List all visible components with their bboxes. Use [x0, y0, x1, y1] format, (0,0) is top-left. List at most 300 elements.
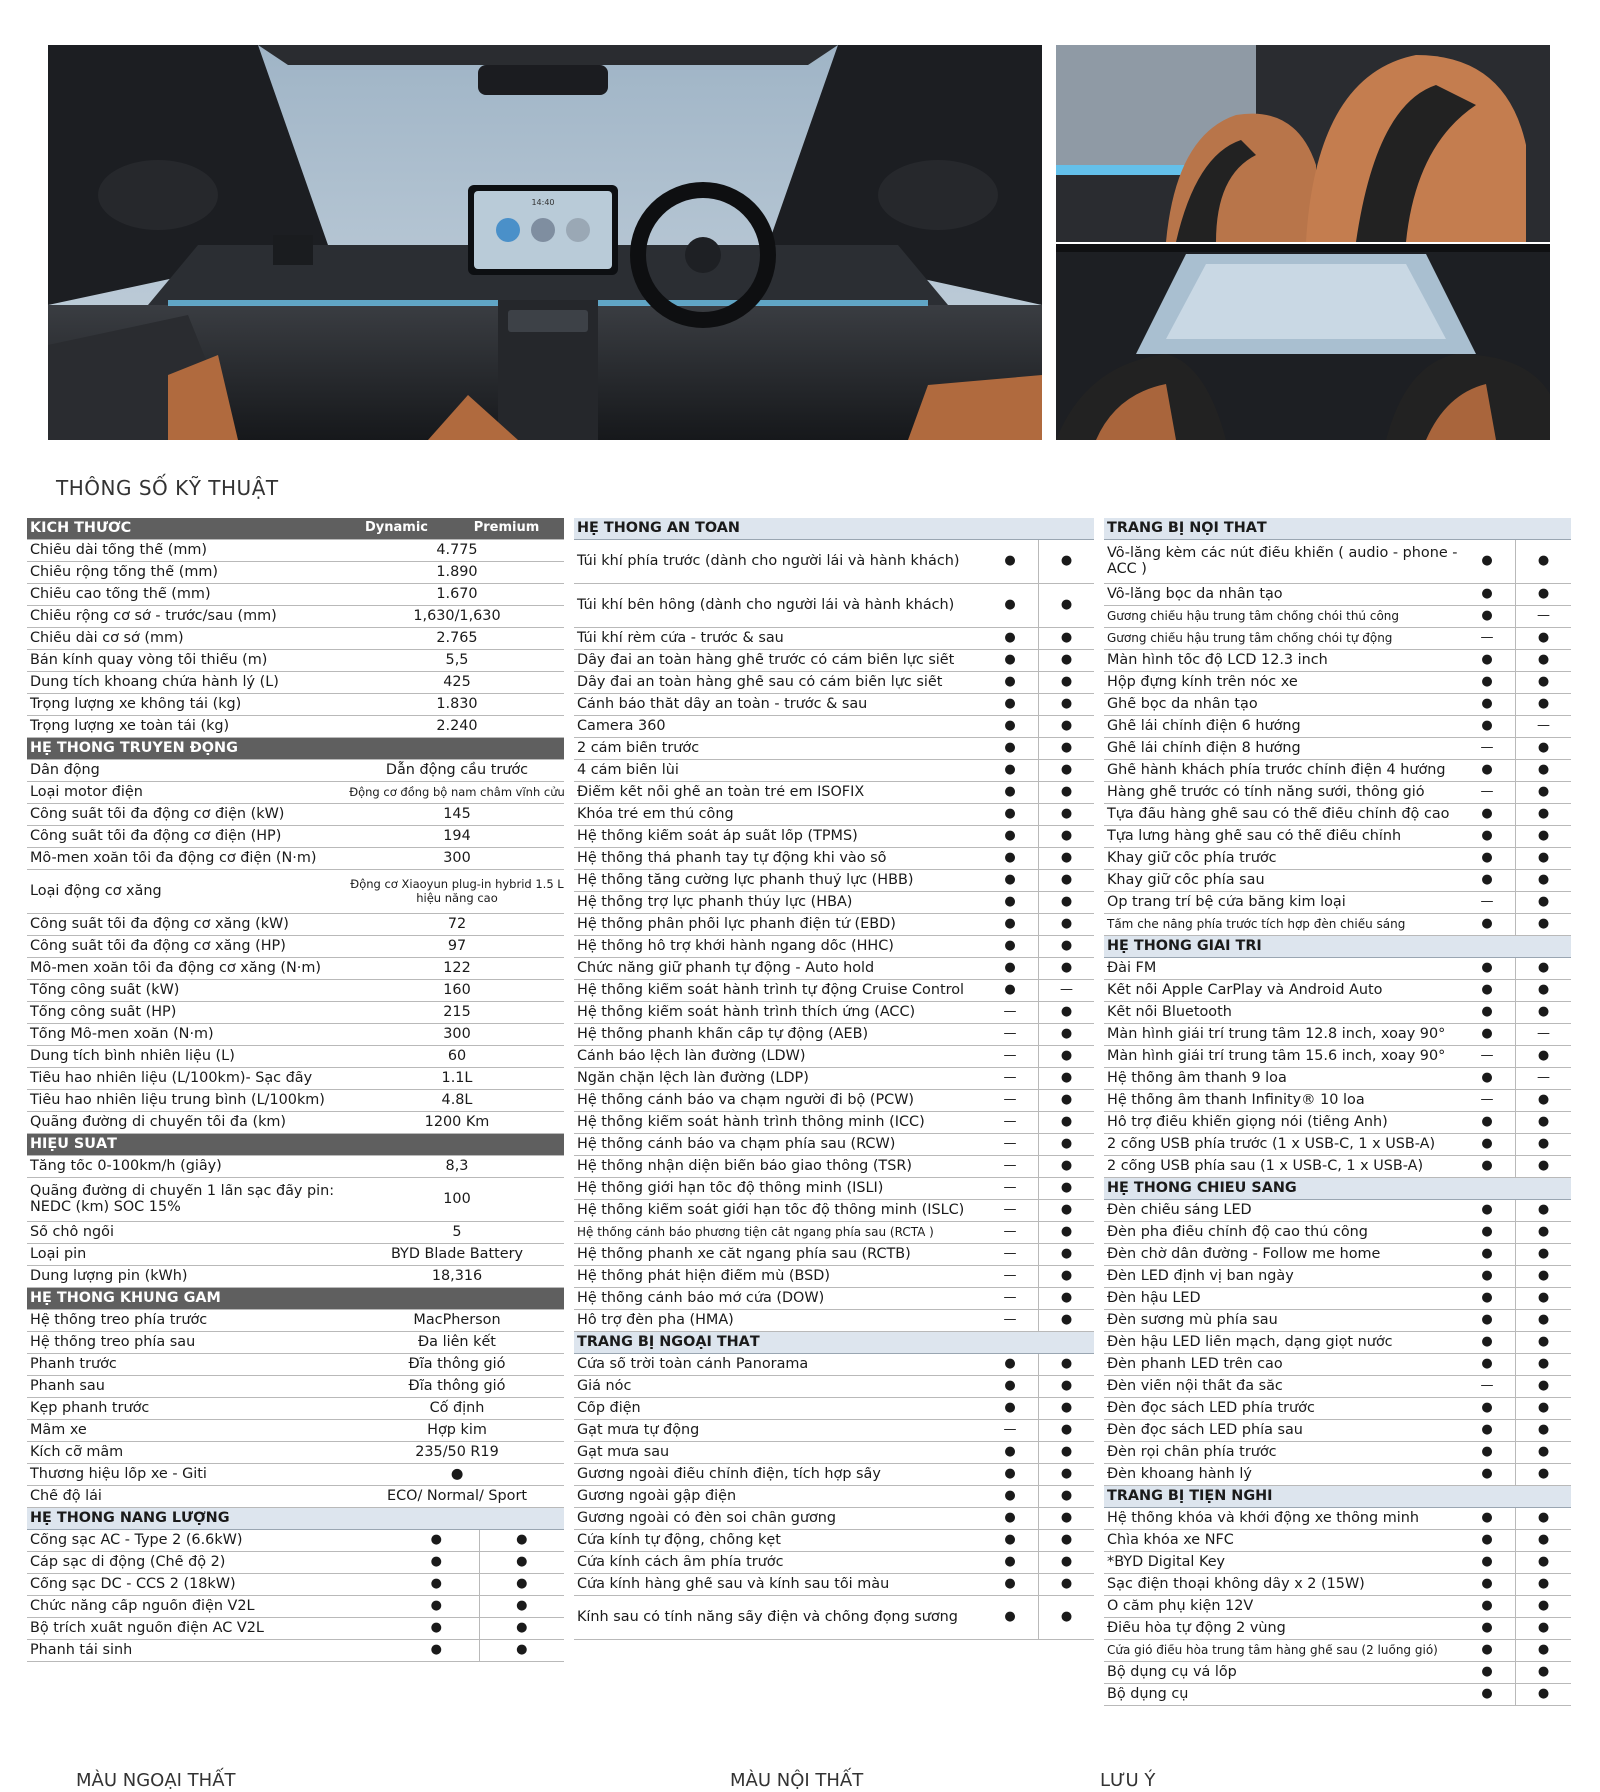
premium-mark: ●	[1038, 1090, 1094, 1111]
dynamic-mark: ●	[430, 1532, 442, 1548]
spec-row	[574, 1486, 1094, 1508]
spec-label: Đài FM	[1107, 960, 1157, 976]
spec-label: Bán kính quay vòng tối thiểu (m)	[30, 652, 268, 668]
spec-value: ●	[450, 1465, 464, 1482]
section-header-label: HỆ THỐNG NĂNG LƯỢNG	[30, 1510, 230, 1526]
section-header-label: HỆ THỐNG CHIẾU SÁNG	[1107, 1180, 1297, 1196]
spec-label: Gạt mưa sau	[577, 1444, 670, 1460]
spec-label: Dung tích bình nhiên liệu (L)	[30, 1048, 235, 1064]
dynamic-mark: ●	[1481, 1466, 1493, 1482]
spec-value: 122	[443, 959, 471, 976]
premium-mark: ●	[1515, 1310, 1571, 1331]
dynamic-mark: ●	[1004, 872, 1016, 888]
premium-mark: ●	[1515, 1002, 1571, 1023]
spec-value: 194	[443, 827, 471, 844]
spec-label: Đèn khoang hành lý	[1107, 1466, 1252, 1482]
spec-label: Bộ trích xuất nguồn điện AC V2L	[30, 1620, 264, 1636]
spec-row	[1104, 892, 1571, 914]
premium-mark: ●	[1515, 1530, 1571, 1551]
spec-label: Chiều dài tổng thể (mm)	[30, 542, 207, 558]
spec-value: 2.240	[436, 717, 478, 734]
spec-row	[1104, 848, 1571, 870]
dynamic-mark: ●	[1481, 1136, 1493, 1152]
premium-mark: ●	[1038, 1178, 1094, 1199]
dynamic-mark: ●	[1004, 1378, 1016, 1394]
premium-mark: ●	[479, 1596, 565, 1617]
spec-value: Dẫn động cầu trước	[385, 761, 529, 778]
spec-label: Hệ thống trợ lực phanh thủy lực (HBA)	[577, 894, 853, 910]
section-header	[1104, 1178, 1571, 1200]
spec-label: Hệ thống phanh khẩn cấp tự động (AEB)	[577, 1026, 869, 1042]
spec-row	[574, 1552, 1094, 1574]
specs-section-title: THÔNG SỐ KỸ THUẬT	[56, 476, 279, 500]
spec-row	[1104, 1310, 1571, 1332]
premium-mark: ●	[479, 1552, 565, 1573]
spec-label: Chức năng giữ phanh tự động - Auto hold	[577, 960, 875, 976]
premium-mark: ●	[1515, 1376, 1571, 1397]
premium-mark: ●	[1038, 1156, 1094, 1177]
premium-mark: ●	[1515, 1684, 1571, 1705]
spec-row	[27, 804, 564, 826]
dynamic-mark: ●	[1481, 1664, 1493, 1680]
spec-row	[1104, 1244, 1571, 1266]
spec-label: Khay giữ cốc phía trước	[1107, 850, 1277, 866]
spec-value: 1.890	[436, 563, 478, 580]
spec-row	[27, 1618, 564, 1640]
premium-mark: ●	[1038, 1244, 1094, 1265]
spec-row	[574, 1134, 1094, 1156]
premium-mark: ●	[1515, 1552, 1571, 1573]
spec-row	[574, 1222, 1094, 1244]
spec-label: Chức năng cấp nguồn điện V2L	[30, 1598, 255, 1614]
dynamic-mark: ●	[1481, 982, 1493, 998]
spec-row	[1104, 1090, 1571, 1112]
spec-row	[27, 672, 564, 694]
spec-value: 4.8L	[441, 1091, 473, 1108]
spec-row	[1104, 870, 1571, 892]
dynamic-mark: ●	[1004, 630, 1016, 646]
premium-mark: ●	[1038, 892, 1094, 913]
premium-mark: ●	[1515, 1332, 1571, 1353]
premium-mark: ●	[479, 1574, 565, 1595]
spec-value: 215	[443, 1003, 471, 1020]
dynamic-mark: —	[1003, 1224, 1017, 1240]
spec-row	[574, 1178, 1094, 1200]
spec-value: 1,630/1,630	[413, 607, 501, 624]
spec-label: Hệ thống hỗ trợ khởi hành ngang dốc (HHC)	[577, 938, 894, 954]
dynamic-mark: —	[1003, 1070, 1017, 1086]
premium-mark: ●	[1038, 760, 1094, 781]
premium-mark: ●	[1038, 1354, 1094, 1375]
spec-label: Ghế bọc da nhân tạo	[1107, 696, 1258, 712]
spec-label: Hệ thống âm thanh 9 loa	[1107, 1070, 1287, 1086]
premium-mark: ●	[1038, 1134, 1094, 1155]
spec-row	[1104, 1200, 1571, 1222]
spec-row	[574, 870, 1094, 892]
spec-label: Quãng đường di chuyển 1 lần sạc đầy pin: NEDC (km) SOC 15%	[30, 1183, 335, 1215]
spec-row	[1104, 1332, 1571, 1354]
dynamic-mark: ●	[430, 1642, 442, 1658]
section-header	[27, 1134, 564, 1156]
spec-label: Tiêu hao nhiên liệu trung bình (L/100km)	[30, 1092, 325, 1108]
section-header-label: HỆ THỐNG AN TOÀN	[577, 520, 740, 536]
premium-mark: ●	[1515, 1134, 1571, 1155]
premium-mark: ●	[1038, 716, 1094, 737]
spec-row	[574, 1574, 1094, 1596]
spec-row	[1104, 1530, 1571, 1552]
premium-mark: ●	[1515, 1618, 1571, 1639]
dynamic-mark: ●	[430, 1598, 442, 1614]
spec-label: Chìa khóa xe NFC	[1107, 1532, 1234, 1548]
spec-label: Túi khí phía trước (dành cho người lái và hành khách)	[577, 553, 960, 569]
dynamic-mark: —	[1003, 1268, 1017, 1284]
spec-row	[27, 1332, 564, 1354]
premium-mark: —	[1038, 980, 1094, 1001]
dynamic-mark: —	[1480, 894, 1494, 910]
spec-row	[1104, 738, 1571, 760]
spec-label: Cửa kính cách âm phía trước	[577, 1554, 784, 1570]
spec-row	[574, 1002, 1094, 1024]
header-spacer	[1459, 1178, 1515, 1199]
spec-value: Hợp kim	[427, 1421, 487, 1438]
spec-row	[574, 694, 1094, 716]
dynamic-mark: ●	[1004, 894, 1016, 910]
spec-label: Đèn chờ dẫn đường - Follow me home	[1107, 1246, 1381, 1262]
spec-label: Công suất tối đa động cơ điện (kW)	[30, 806, 285, 822]
spec-value: 1200 Km	[424, 1113, 490, 1130]
spec-row	[27, 1310, 564, 1332]
premium-mark: ●	[1515, 1596, 1571, 1617]
dynamic-mark: ●	[430, 1620, 442, 1636]
spec-value: Đĩa thông gió	[408, 1355, 506, 1372]
dynamic-mark: ●	[1481, 1554, 1493, 1570]
spec-row	[27, 1068, 564, 1090]
spec-label: Cổng sạc DC - CCS 2 (18kW)	[30, 1576, 236, 1592]
dynamic-mark: —	[1003, 1312, 1017, 1328]
premium-mark: ●	[1515, 1464, 1571, 1485]
spec-row	[1104, 1354, 1571, 1376]
spec-label: Đèn LED định vị ban ngày	[1107, 1268, 1294, 1284]
spec-row	[574, 1090, 1094, 1112]
spec-label: Gương ngoài gập điện	[577, 1488, 737, 1504]
spec-label: 4 cảm biến lùi	[577, 762, 679, 778]
spec-label: Đèn chiếu sáng LED	[1107, 1202, 1252, 1218]
spec-row	[27, 1002, 564, 1024]
spec-label: Hệ thống cảnh báo va chạm người đi bộ (PCW)	[577, 1092, 915, 1108]
dynamic-mark: ●	[1004, 960, 1016, 976]
spec-label: Hỗ trợ điều khiển giọng nói (tiếng Anh)	[1107, 1114, 1388, 1130]
premium-mark: ●	[1515, 584, 1571, 605]
premium-mark: ●	[1515, 782, 1571, 803]
spec-label: Gương ngoài có đèn soi chân gương	[577, 1510, 837, 1526]
dynamic-mark: ●	[1004, 597, 1016, 613]
dynamic-mark: ●	[1481, 828, 1493, 844]
spec-row	[27, 606, 564, 628]
spec-label: Gương chiếu hậu trung tâm chống chói thủ công	[1107, 609, 1400, 623]
spec-row	[574, 1464, 1094, 1486]
dynamic-mark: ●	[1481, 1686, 1493, 1702]
spec-row	[1104, 1574, 1571, 1596]
spec-row	[574, 1508, 1094, 1530]
spec-row	[1104, 1222, 1571, 1244]
premium-mark: ●	[1038, 672, 1094, 693]
dynamic-mark: ●	[1004, 1609, 1016, 1625]
spec-label: Số chỗ ngồi	[30, 1224, 114, 1240]
header-spacer	[982, 1332, 1038, 1353]
spec-label: Đèn rọi chân phía trước	[1107, 1444, 1277, 1460]
spec-row	[1104, 606, 1571, 628]
dynamic-mark: ●	[1004, 1466, 1016, 1482]
premium-mark: ●	[1038, 1486, 1094, 1507]
spec-row	[27, 1486, 564, 1508]
dynamic-mark: ●	[1004, 718, 1016, 734]
spec-label: Bộ dụng cụ	[1107, 1686, 1189, 1702]
spec-row	[574, 1112, 1094, 1134]
spec-row	[1104, 958, 1571, 980]
premium-mark: ●	[1515, 1508, 1571, 1529]
premium-mark: ●	[1038, 1398, 1094, 1419]
notes-title: LƯU Ý	[1100, 1770, 1156, 1791]
spec-label: *BYD Digital Key	[1107, 1554, 1226, 1570]
dynamic-mark: —	[1003, 1114, 1017, 1130]
spec-row	[574, 1596, 1094, 1640]
spec-label: Tựa lưng hàng ghế sau có thể điều chỉnh	[1107, 828, 1402, 844]
dynamic-mark: —	[1003, 1290, 1017, 1306]
spec-row	[574, 892, 1094, 914]
spec-value: 97	[447, 937, 467, 954]
premium-mark: ●	[1038, 1530, 1094, 1551]
spec-row	[27, 562, 564, 584]
dynamic-mark: ●	[1004, 982, 1016, 998]
spec-label: Hệ thống nhận diện biển báo giao thông (TSR)	[577, 1158, 912, 1174]
section-header	[27, 1288, 564, 1310]
spec-row	[574, 1200, 1094, 1222]
dynamic-mark: —	[1003, 1136, 1017, 1152]
dynamic-mark: —	[1003, 1158, 1017, 1174]
spec-row	[27, 694, 564, 716]
dynamic-mark: ●	[1481, 1158, 1493, 1174]
spec-row	[1104, 1376, 1571, 1398]
dynamic-mark: ●	[1481, 872, 1493, 888]
spec-row	[1104, 1112, 1571, 1134]
spec-value: 72	[447, 915, 467, 932]
spec-row	[27, 1090, 564, 1112]
spec-row	[27, 1244, 564, 1266]
specs-column-1	[27, 518, 564, 1662]
spec-value: 5,5	[445, 651, 469, 668]
spec-label: Camera 360	[577, 718, 666, 734]
spec-value: Động cơ Xiaoyun plug-in hybrid 1.5 L hiệu năng cao	[350, 876, 564, 905]
spec-row	[1104, 1596, 1571, 1618]
spec-label: Hệ thống khóa và khởi động xe thông minh	[1107, 1510, 1419, 1526]
spec-row	[27, 826, 564, 848]
spec-row	[1104, 694, 1571, 716]
spec-label: Điều hòa tự động 2 vùng	[1107, 1620, 1286, 1636]
dynamic-mark: ●	[1481, 553, 1493, 569]
premium-mark: ●	[1038, 848, 1094, 869]
spec-label: Hệ thống kiểm soát áp suất lốp (TPMS)	[577, 828, 858, 844]
spec-label: Mâm xe	[30, 1422, 87, 1438]
section-header	[574, 518, 1094, 540]
dynamic-mark: ●	[1004, 740, 1016, 756]
spec-row	[1104, 980, 1571, 1002]
spec-label: Hệ thống phân phối lực phanh điện tử (EBD)	[577, 916, 896, 932]
dynamic-mark: ●	[1481, 1356, 1493, 1372]
dynamic-mark: ●	[1004, 652, 1016, 668]
spec-label: Chiều rộng cơ sở - trước/sau (mm)	[30, 608, 277, 624]
spec-row	[27, 1354, 564, 1376]
spec-row	[574, 1068, 1094, 1090]
section-header-label: TRANG BỊ TIỆN NGHI	[1107, 1488, 1273, 1504]
spec-label: Khóa trẻ em thủ công	[577, 806, 734, 822]
dynamic-mark: ●	[1481, 1202, 1493, 1218]
spec-row	[574, 628, 1094, 650]
spec-row	[1104, 628, 1571, 650]
spec-label: Hệ thống kiểm soát hành trình tự động Cruise Control	[577, 982, 965, 998]
dynamic-mark: —	[1480, 1048, 1494, 1064]
dynamic-mark: ●	[1481, 1224, 1493, 1240]
spec-label: Màn hình giải trí trung tâm 12.8 inch, xoay 90°	[1107, 1026, 1446, 1042]
spec-label: Hệ thống tăng cường lực phanh thuỷ lực (HBB)	[577, 872, 914, 888]
premium-mark: ●	[1515, 650, 1571, 671]
spec-row	[27, 958, 564, 980]
dynamic-mark: ●	[1481, 674, 1493, 690]
spec-value: 60	[447, 1047, 467, 1064]
spec-row	[1104, 1552, 1571, 1574]
spec-row	[1104, 1156, 1571, 1178]
spec-value: 4.775	[436, 541, 478, 558]
spec-label: Ổ cắm phụ kiện 12V	[1107, 1598, 1254, 1614]
spec-value: 1.670	[436, 585, 478, 602]
spec-label: Hệ thống kiểm soát hành trình thích ứng (ACC)	[577, 1004, 916, 1020]
premium-mark: ●	[1515, 804, 1571, 825]
spec-value: 1.830	[436, 695, 478, 712]
spec-row	[574, 914, 1094, 936]
spec-label: Đèn hậu LED	[1107, 1290, 1201, 1306]
premium-mark: ●	[1515, 826, 1571, 847]
section-header	[1104, 518, 1571, 540]
header-spacer	[1515, 1178, 1571, 1199]
spec-row	[574, 1156, 1094, 1178]
spec-value: MacPherson	[413, 1311, 501, 1328]
premium-mark: ●	[1515, 1090, 1571, 1111]
specs-column-2	[574, 518, 1094, 1640]
spec-label: Thương hiệu lốp xe - Giti	[30, 1466, 207, 1482]
premium-mark: ●	[1515, 1222, 1571, 1243]
premium-mark: ●	[1515, 848, 1571, 869]
spec-row	[574, 540, 1094, 584]
premium-mark: ●	[1038, 1068, 1094, 1089]
premium-mark: ●	[479, 1618, 565, 1639]
premium-mark: ●	[1515, 628, 1571, 649]
dynamic-mark: ●	[1481, 1444, 1493, 1460]
spec-label: Gương ngoài điều chỉnh điện, tích hợp sấy	[577, 1466, 881, 1482]
premium-mark: ●	[1038, 1222, 1094, 1243]
premium-mark: ●	[1038, 1002, 1094, 1023]
spec-label: Hộp đựng kính trên nóc xe	[1107, 674, 1298, 690]
spec-row	[27, 628, 564, 650]
spec-label: Đèn phanh LED trên cao	[1107, 1356, 1283, 1372]
spec-row	[574, 584, 1094, 628]
dynamic-mark: ●	[1481, 1268, 1493, 1284]
spec-row	[27, 1398, 564, 1420]
spec-value: 160	[443, 981, 471, 998]
spec-row	[574, 1288, 1094, 1310]
spec-label: Kết nối Apple CarPlay và Android Auto	[1107, 982, 1383, 998]
dynamic-mark: ●	[1481, 850, 1493, 866]
spec-label: Loại động cơ xăng	[30, 883, 162, 899]
spec-row	[574, 782, 1094, 804]
header-premium: Premium	[473, 520, 540, 536]
section-header	[1104, 1486, 1571, 1508]
dynamic-mark: ●	[1481, 696, 1493, 712]
spec-row	[1104, 760, 1571, 782]
dynamic-mark: ●	[1004, 1510, 1016, 1526]
dynamic-mark: ●	[1481, 1246, 1493, 1262]
premium-mark: ●	[1515, 1574, 1571, 1595]
spec-label: Đèn viền nội thất đa sắc	[1107, 1378, 1283, 1394]
dynamic-mark: —	[1480, 1378, 1494, 1394]
dynamic-mark: —	[1003, 1202, 1017, 1218]
premium-mark: ●	[1038, 1552, 1094, 1573]
spec-label: Hệ thống giới hạn tốc độ thông minh (ISLI)	[577, 1180, 884, 1196]
header-spacer	[1038, 1332, 1094, 1353]
spec-label: Hệ thống kiểm soát giới hạn tốc độ thông minh (ISLC)	[577, 1202, 965, 1218]
spec-label: Đèn pha điều chỉnh độ cao thủ công	[1107, 1224, 1368, 1240]
spec-row	[1104, 1002, 1571, 1024]
spec-row	[27, 1046, 564, 1068]
dynamic-mark: ●	[1004, 1576, 1016, 1592]
spec-label: Tựa đầu hàng ghế sau có thể điều chỉnh độ cao	[1107, 806, 1450, 822]
spec-row	[574, 958, 1094, 980]
spec-label: Cửa sổ trời toàn cảnh Panorama	[577, 1356, 809, 1372]
spec-label: Tổng công suất (kW)	[30, 982, 180, 998]
spec-row	[574, 826, 1094, 848]
premium-mark: ●	[1038, 1266, 1094, 1287]
spec-row	[1104, 782, 1571, 804]
spec-row	[574, 1398, 1094, 1420]
spec-value: 235/50 R19	[415, 1443, 499, 1460]
spec-row	[1104, 1662, 1571, 1684]
spec-label: Chiều dài cơ sở (mm)	[30, 630, 184, 646]
dynamic-mark: ●	[1004, 696, 1016, 712]
spec-label: Hệ thống âm thanh Infinity® 10 loa	[1107, 1092, 1365, 1108]
spec-label: Công suất tối đa động cơ điện (HP)	[30, 828, 282, 844]
spec-row	[574, 1420, 1094, 1442]
spec-value: 300	[443, 849, 471, 866]
dynamic-mark: —	[1480, 630, 1494, 646]
premium-mark: —	[1515, 1024, 1571, 1045]
premium-mark: ●	[1515, 1046, 1571, 1067]
premium-mark: ●	[1038, 826, 1094, 847]
dynamic-mark: ●	[1481, 1510, 1493, 1526]
dynamic-mark: ●	[1481, 1004, 1493, 1020]
spec-row	[574, 1046, 1094, 1068]
exterior-colors-title: MÀU NGOẠI THẤT	[76, 1770, 236, 1791]
header-spacer	[982, 518, 1038, 539]
section-header	[574, 1332, 1094, 1354]
spec-label: Tổng công suất (HP)	[30, 1004, 177, 1020]
spec-label: Ghế lái chỉnh điện 6 hướng	[1107, 718, 1301, 734]
premium-mark: ●	[1038, 1464, 1094, 1485]
section-header-label: TRANG BỊ NGOẠI THẤT	[577, 1334, 760, 1350]
premium-mark: ●	[1038, 628, 1094, 649]
spec-label: Trọng lượng xe không tải (kg)	[30, 696, 242, 712]
premium-mark: ●	[1515, 1640, 1571, 1661]
spec-row	[574, 804, 1094, 826]
spec-row	[1104, 1618, 1571, 1640]
spec-row	[1104, 1046, 1571, 1068]
